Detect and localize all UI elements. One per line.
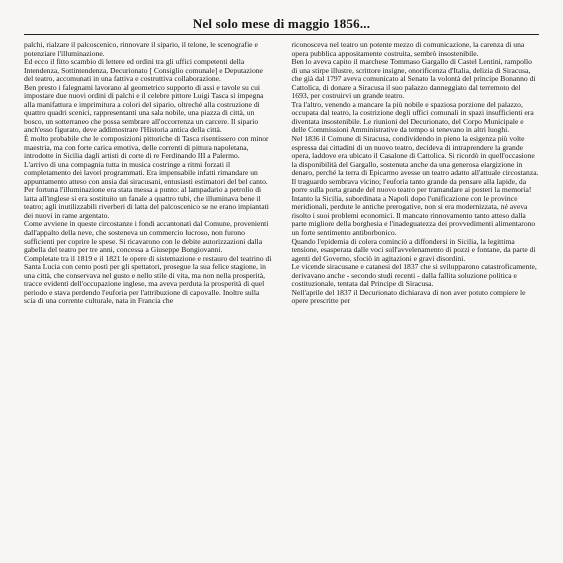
paragraph: L'arrivo di una compagnia tutta in musica costringe a ritmi forzati il completamento dei lavori programmati. Era impensabile infatti rimandare un appuntamento atteso con ansia dai siracusani, entusiasti estimatori del bel canto. xyxy=(24,159,268,186)
paragraph: Il traguardo sembrava vicino; l'euforia tanto grande da pensare alla lapide, da porre sulla porta grande del nuovo teatro per tramandare ai posteri la memoria! xyxy=(291,176,532,195)
paragraph: Nel 1836 il Comune di Siracusa, condividendo in pieno la esigenza più volte espressa dai cittadini di un nuovo teatro, decideva di intraprendere la grande opera, laddove era ubicato il Casalone di Cattolica. Si ricordò in quell'occasione la disponibilità del Gargallo, sostenuta anche da una generosa elargizione in denaro, perché la terra di Epicarmo avesse un teatro adatto all'attuale circostanza. xyxy=(291,134,539,178)
paragraph: Quando l'epidemia di colera cominciò a diffondersi in Sicilia, la legittima tensione, esasperata dalle voci sull'avvelenamento di pozzi e fontane, da parte di agenti del Governo, sfociò in agitazioni e gravi disordini. xyxy=(291,236,536,263)
paragraph: Come avviene in queste circostanze i fondi accantonati dal Comune, provenienti dall'appalto della neve, che sosteneva un commercio lucroso, non furono sufficienti per coprire le spese. Si ricavarono con le debite autorizzazioni dalla gabella del teatro per tre anni, concessa a Giuseppe Bongiovanni. xyxy=(24,219,269,255)
paragraph: Per fortuna l'illuminazione era stata messa a punto: al lampadario a petrolio di latta all'inglese si era sostituito un fanale a quattro tubi, che illuminava bene il teatro; agli inutilizzabili riverberi di latta del palcoscenico se ne erano impiantati dei nuovi in rame argentato. xyxy=(24,185,269,220)
page-title: Nel solo mese di maggio 1856... xyxy=(192,16,371,31)
left-column xyxy=(24,41,272,306)
paragraph: Ben lo aveva capito il marchese Tommaso Gargallo di Castel Lentini, rampollo di una stirpe illustre, scrittore insigne, onorificenza d'Italia, delizia di Siracusa, che già dal 1797 aveva comunicato al Senato la volontà del principe Bonanno di Cattolica, di donare a Siracusa il suo palazzo danneggiato dal terremoto del 1693, per costruirvi un grande teatro. xyxy=(291,57,536,101)
paragraph: Nell'aprile del 1837 il Decurionato dichiarava di non aver potuto compiere le opere prescritte per xyxy=(291,287,526,306)
paragraph: palchi, rialzare il palcoscenico, rinnovare il sipario, il telone, le scenografie e potenziare l'illuminazione. xyxy=(24,40,258,58)
title-rule xyxy=(24,34,539,35)
paragraph: Completate tra il 1819 e il 1821 le opere di sistemazione e restauro del teatrino di Santa Lucia con cento posti per gli spettatori, prosegue la sua felice stagione, in una città, che conservava nel gusto e nello stile di vita, ma non nella prosperità, tracce evidenti dell'occupazione inglese, ma aveva perduta la prosperità di quel periodo e stava perdendo l'euforia per l'attribuzione di capovalle. Inoltre sulla scia di una corrente culturale, nata in Francia che xyxy=(24,253,272,306)
text-columns xyxy=(24,41,539,306)
paragraph: riconosceva nel teatro un potente mezzo di comunicazione, la carenza di una opera pubblica appositamente costruita, sembrò insostenibile. xyxy=(291,40,525,58)
paragraph: Ben presto i falegnami lavorano al geometrico supporto di assi e tavole su cui impostare due nuovi ordini di palchi e il celebre pittore Luigi Tasca si impegna alla manifattura e imprimitura a colori del sipario, oltreché alla costruzione di quattro quadri scenici, rappresentanti una sala nobile, una piazza di città, un bosco, un sotterraneo che possa sembrare all'occorrenza un carcere. Il sipario anch'esso figurato, deve addimostrare l'Historia antica della città. xyxy=(24,82,264,135)
right-column xyxy=(292,41,540,306)
paragraph: Le vicende siracusane e catanesi del 1837 che si svilupparono catastroficamente, derivavano anche - secondo studi recenti - dalla fallita soluzione politica e costituzionale, tentata dal Principe di Siracusa. xyxy=(291,262,537,289)
paragraph: Tra l'altro, venendo a mancare la più nobile e spaziosa porzione del palazzo, occupata dal teatro, la costrizione degli uffici comunali in spazi insufficienti era diventata insostenibile. Le riunioni del Decurionato, del Corpo Municipale e delle Commissioni Amministrative da tempo si tenevano in altri luoghi. xyxy=(291,99,534,135)
paragraph: Ed ecco il fitto scambio di lettere ed ordini tra gli uffici competenti della Intendenza, Sottintendenza, Decurionato [ Consiglio comunale] e Deputazione del teatro, accomunati in una fattiva e costruttiva collaborazione. xyxy=(24,57,263,84)
paragraph: È molto probabile che le composizioni pittoriche di Tasca risentissero con minor maestria, ma con forte carica emotiva, delle correnti di pittura napoletana, introdotte in Sicilia dagli artisti di corte di re Ferdinando III a Palermo. xyxy=(24,134,269,161)
paragraph: Intanto la Sicilia, subordinata a Napoli dopo l'unificazione con le province meridionali, perdute le antiche prerogative, non si era modernizzata, né aveva risolto i suoi problemi economici. Il mancato rinnovamento tanto atteso dalla parte migliore della borghesia e l'inadeguatezza dei provvedimenti alimentarono un forte sentimento antiborbonico. xyxy=(291,193,536,238)
